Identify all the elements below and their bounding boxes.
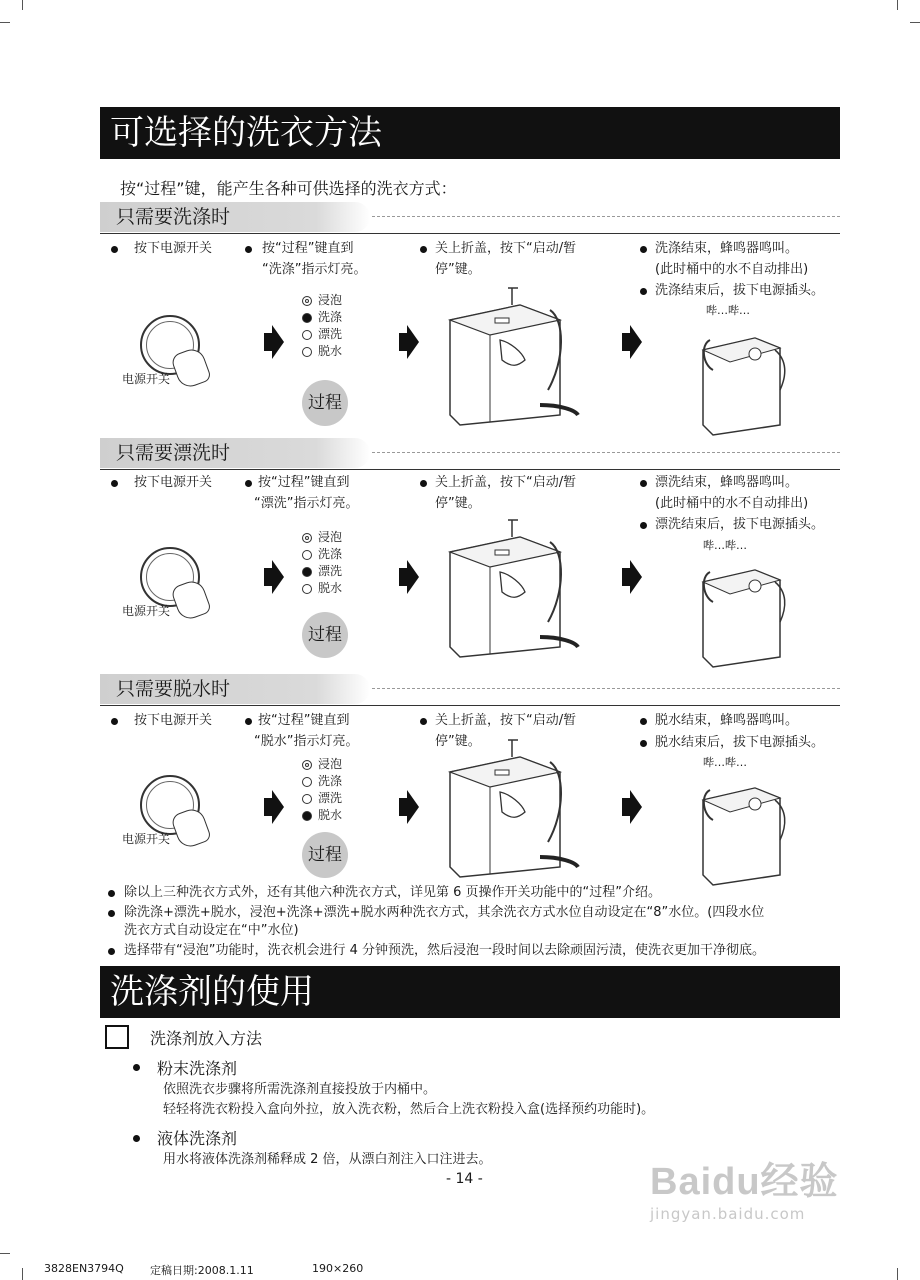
bullet-icon — [420, 718, 427, 725]
crop-mark — [0, 1253, 10, 1254]
liquid-text: 用水将液体洗涤剂稀释成 2 倍，从漂白剂注入口注进去。 — [163, 1152, 492, 1167]
indicator-icon — [302, 760, 312, 770]
step2-text: “洗涤”指示灯亮。 — [262, 262, 367, 277]
step4-text: (此时桶中的水不自动排出) — [655, 496, 809, 511]
section-title: 可选择的洗衣方法 — [100, 107, 840, 159]
liquid-title: 液体洗涤剂 — [157, 1129, 238, 1148]
bullet-icon — [245, 246, 252, 253]
step1-text: 按下电源开关 — [134, 475, 213, 490]
option-label: 浸泡 — [318, 757, 343, 771]
process-button-icon: 过程 — [302, 380, 348, 426]
footer-date: 定稿日期:2008.1.11 — [150, 1264, 254, 1277]
row-heading: 只需要漂洗时 — [100, 438, 370, 468]
note-item — [108, 942, 848, 960]
step4-text: 洗涤结束后，拔下电源插头。 — [655, 283, 825, 298]
option-label: 脱水 — [318, 581, 343, 595]
crop-mark — [22, 0, 23, 10]
bullet-icon — [245, 480, 252, 487]
step3-text: 关上折盖，按下“启动/暂 — [435, 713, 577, 728]
step2-text: “漂洗”指示灯亮。 — [254, 496, 359, 511]
crop-mark — [897, 1268, 898, 1280]
arrow-right-icon — [272, 790, 284, 824]
indicator-icon — [302, 584, 312, 594]
step2-text: 按“过程”键直到 — [258, 475, 350, 490]
process-button-icon: 过程 — [302, 612, 348, 658]
step4-text: 脱水结束后，拔下电源插头。 — [655, 735, 825, 750]
step3-text: 停”键。 — [435, 262, 481, 277]
step4-text: 漂洗结束后，拔下电源插头。 — [655, 517, 825, 532]
option-label: 洗涤 — [318, 547, 343, 561]
option-label: 漂洗 — [318, 564, 343, 578]
powder-title: 粉末洗涤剂 — [157, 1059, 238, 1078]
bullet-icon — [133, 1135, 140, 1142]
bullet-icon — [245, 718, 252, 725]
note-text: 选择带有“浸泡”功能时，洗衣机会进行 4 分钟预洗，然后浸泡一段时间以去除顽固污渍，使洗衣更加干净彻底。 — [124, 943, 766, 958]
note-text: 洗衣方式自动设定在“中”水位) — [124, 923, 299, 938]
washing-machine-icon — [440, 280, 580, 430]
watermark-brand: Baidu经验 — [650, 1161, 839, 1203]
row-heading: 只需要脱水时 — [100, 674, 370, 704]
beep-text: 哔…哔… — [703, 539, 747, 552]
crop-mark — [910, 22, 920, 23]
power-label: 电源开关 — [122, 372, 171, 386]
washing-machine-icon — [695, 552, 790, 672]
indicator-icon — [302, 794, 312, 804]
bullet-icon — [640, 740, 647, 747]
option-list — [302, 756, 342, 824]
crop-mark — [22, 1268, 23, 1280]
bullet-icon — [640, 246, 647, 253]
bullet-icon — [111, 480, 118, 487]
indicator-icon — [302, 347, 312, 357]
step4-text: 漂洗结束，蜂鸣器鸣叫。 — [655, 475, 799, 490]
dashed-divider — [372, 216, 840, 217]
indicator-icon — [302, 296, 312, 306]
bullet-icon — [108, 890, 115, 897]
indicator-icon — [302, 777, 312, 787]
row-rule — [100, 705, 840, 706]
power-label: 电源开关 — [122, 832, 171, 846]
indicator-icon — [302, 330, 312, 340]
step3-text: 停”键。 — [435, 496, 481, 511]
note-item — [108, 904, 848, 940]
step2-text: 按“过程”键直到 — [258, 713, 350, 728]
bullet-icon — [640, 522, 647, 529]
option-label: 浸泡 — [318, 293, 343, 307]
bullet-icon — [640, 480, 647, 487]
step3-text: 停”键。 — [435, 734, 481, 749]
process-button-icon: 过程 — [302, 832, 348, 878]
option-list — [302, 529, 342, 597]
option-label: 脱水 — [318, 344, 343, 358]
crop-mark — [897, 0, 898, 10]
bullet-icon — [133, 1064, 140, 1071]
note-item — [108, 884, 848, 902]
dashed-divider — [372, 688, 840, 689]
arrow-right-icon — [272, 325, 284, 359]
arrow-right-icon — [407, 325, 419, 359]
option-label: 浸泡 — [318, 530, 343, 544]
footer-code: 3828EN3794Q — [44, 1262, 124, 1275]
option-label: 漂洗 — [318, 791, 343, 805]
intro-text: 按“过程”键，能产生各种可供选择的洗衣方式： — [120, 179, 457, 198]
arrow-right-icon — [272, 560, 284, 594]
arrow-right-icon — [407, 790, 419, 824]
step2-text: 按“过程”键直到 — [262, 241, 354, 256]
bullet-icon — [420, 246, 427, 253]
powder-text: 轻轻将洗衣粉投入盒向外拉，放入洗衣粉，然后合上洗衣粉投入盒(选择预约功能时)。 — [163, 1102, 655, 1117]
step3-text: 关上折盖，按下“启动/暂 — [435, 475, 577, 490]
option-label: 洗涤 — [318, 774, 343, 788]
beep-text: 哔…哔… — [706, 304, 750, 317]
option-label: 漂洗 — [318, 327, 343, 341]
washing-machine-icon — [440, 732, 580, 882]
bullet-icon — [640, 288, 647, 295]
row-rule — [100, 469, 840, 470]
step1-text: 按下电源开关 — [134, 713, 213, 728]
row-heading: 只需要洗涤时 — [100, 202, 370, 232]
indicator-icon — [302, 567, 312, 577]
footer-size: 190×260 — [312, 1262, 364, 1275]
note-text: 除洗涤+漂洗+脱水，浸泡+洗涤+漂洗+脱水两种洗衣方式，其余洗衣方式水位自动设定在“8”水位。(四段水位 — [124, 905, 765, 920]
bullet-icon — [108, 948, 115, 955]
powder-text: 依照洗衣步骤将所需洗涤剂直接投放于内桶中。 — [163, 1082, 437, 1097]
indicator-icon — [302, 533, 312, 543]
bullet-icon — [420, 480, 427, 487]
step3-text: 关上折盖，按下“启动/暂 — [435, 241, 577, 256]
arrow-right-icon — [630, 790, 642, 824]
option-list — [302, 292, 342, 360]
bullet-icon — [108, 910, 115, 917]
note-text: 除以上三种洗衣方式外，还有其他六种洗衣方式，详见第 6 页操作开关功能中的“过程”介绍。 — [124, 885, 662, 900]
washing-machine-icon — [695, 320, 790, 440]
dashed-divider — [372, 452, 840, 453]
power-label: 电源开关 — [122, 604, 171, 618]
checkbox-icon — [105, 1025, 129, 1049]
arrow-right-icon — [630, 325, 642, 359]
arrow-right-icon — [407, 560, 419, 594]
page-number: - 14 - — [446, 1171, 483, 1187]
section-title: 洗涤剂的使用 — [100, 966, 840, 1018]
step4-text: (此时桶中的水不自动排出) — [655, 262, 809, 277]
watermark-url: jingyan.baidu.com — [650, 1205, 806, 1223]
arrow-right-icon — [630, 560, 642, 594]
bullet-icon — [111, 718, 118, 725]
watermark-logo — [650, 1150, 862, 1242]
washing-machine-icon — [695, 770, 790, 890]
step2-text: “脱水”指示灯亮。 — [254, 734, 359, 749]
indicator-icon — [302, 811, 312, 821]
bullet-icon — [111, 246, 118, 253]
beep-text: 哔…哔… — [703, 756, 747, 769]
washing-machine-icon — [440, 512, 580, 662]
indicator-icon — [302, 313, 312, 323]
crop-mark — [0, 22, 10, 23]
bullet-icon — [640, 718, 647, 725]
step4-text: 洗涤结束，蜂鸣器鸣叫。 — [655, 241, 799, 256]
detergent-heading: 洗涤剂放入方法 — [150, 1029, 263, 1048]
option-label: 洗涤 — [318, 310, 343, 324]
row-rule — [100, 233, 840, 234]
option-label: 脱水 — [318, 808, 343, 822]
indicator-icon — [302, 550, 312, 560]
step1-text: 按下电源开关 — [134, 241, 213, 256]
step4-text: 脱水结束，蜂鸣器鸣叫。 — [655, 713, 799, 728]
